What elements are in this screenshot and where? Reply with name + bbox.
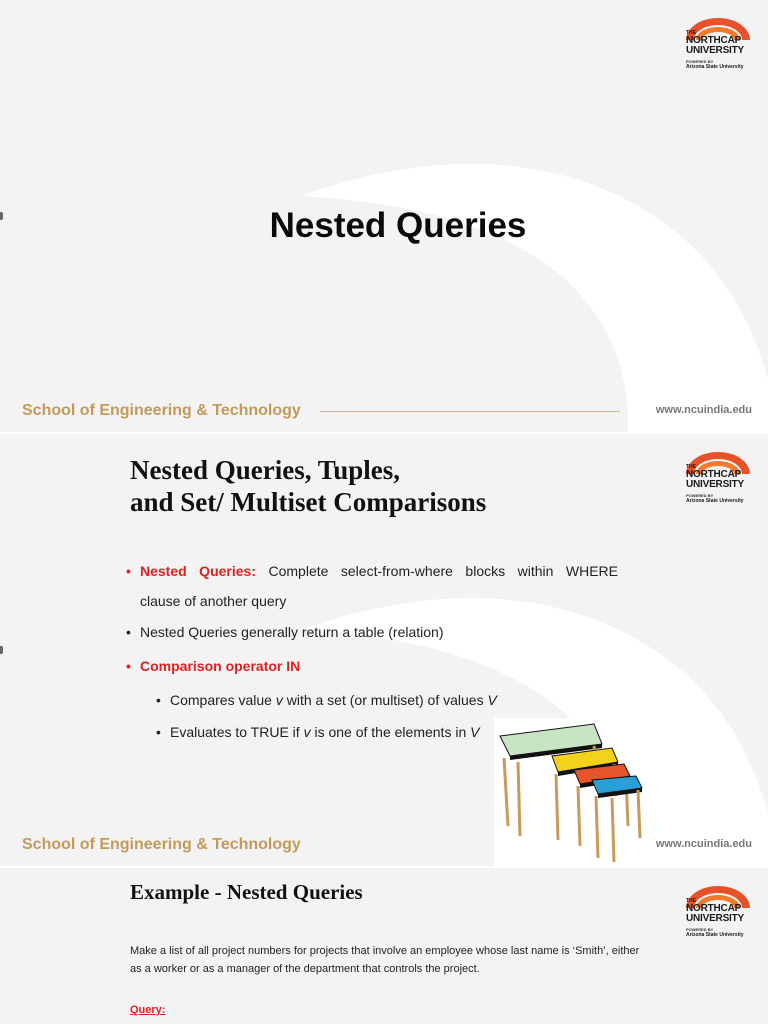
sub-text-pre: Evaluates to TRUE if <box>170 724 304 740</box>
bullet-return-table <box>126 622 618 642</box>
logo-the: THE <box>686 464 696 470</box>
logo-powered-by: POWERED BY <box>686 59 714 64</box>
slide-nested-queries <box>0 434 768 866</box>
edge-marker <box>0 646 3 654</box>
bullet-text: Complete select-from-where blocks within WHERE <box>268 563 619 579</box>
footer-url: www.ncuindia.edu <box>655 838 752 850</box>
slide-title-text: Nested Queries <box>269 206 527 245</box>
var-v: v <box>275 692 283 708</box>
bullet-dot-icon: • <box>126 563 131 579</box>
slide-heading <box>130 454 486 518</box>
slide-title <box>0 0 768 432</box>
northcap-logo <box>684 884 752 950</box>
slide-heading: Example - Nested Queries <box>130 880 363 904</box>
logo-university: UNIVERSITY <box>686 45 745 56</box>
bullet-nested-queries <box>126 556 618 586</box>
slide-example <box>0 868 768 1024</box>
logo-northcap: NORTHCAP <box>686 903 742 914</box>
logo-the: THE <box>686 30 696 36</box>
bullet-continuation: clause of another query <box>140 593 287 609</box>
bullet-dot-icon: • <box>156 724 161 740</box>
bullet-text: Nested Queries generally return a table (relation) <box>140 624 444 640</box>
northcap-logo <box>684 450 752 516</box>
logo-powered-by: POWERED BY <box>686 927 714 932</box>
heading-line-1: Nested Queries, Tuples, <box>130 455 401 485</box>
logo-university: UNIVERSITY <box>686 913 745 924</box>
logo-powered-by: POWERED BY <box>686 493 714 498</box>
sub-text-pre: Compares value <box>170 692 276 708</box>
logo-university: UNIVERSITY <box>686 479 745 490</box>
footer-url: www.ncuindia.edu <box>655 404 752 416</box>
logo-the: THE <box>686 898 696 904</box>
bullet-dot-icon: • <box>126 624 131 640</box>
northcap-logo <box>684 16 752 82</box>
sub-text-mid: with a set (or multiset) of values <box>282 692 488 708</box>
logo-partner: Arizona State University <box>686 498 744 504</box>
query-label: Query: <box>130 1004 166 1016</box>
bullet-dot-icon: • <box>156 692 161 708</box>
bullet-term: Nested Queries: <box>140 563 256 579</box>
bullet-text: Comparison operator IN <box>140 658 301 674</box>
logo-partner: Arizona State University <box>686 64 744 70</box>
bullet-dot-icon: • <box>126 658 131 674</box>
sub-text-mid: is one of the elements in <box>310 724 471 740</box>
footer-school: School of Engineering & Technology <box>22 402 301 419</box>
var-V: V <box>470 724 480 740</box>
logo-partner: Arizona State University <box>686 932 744 938</box>
bullet-list <box>126 556 618 742</box>
var-V: V <box>487 692 497 708</box>
logo-northcap: NORTHCAP <box>686 469 742 480</box>
footer-school: School of Engineering & Technology <box>22 836 301 853</box>
heading-line-2: and Set/ Multiset Comparisons <box>130 487 487 517</box>
footer-divider <box>320 411 620 412</box>
sub-bullet-compares <box>126 690 618 710</box>
example-paragraph: Make a list of all project numbers for projects that involve an employee whose last name is ‘Smith’, either as a worker or as a manager of the department that controls the project. <box>130 945 640 975</box>
nested-tables-image <box>494 718 644 866</box>
bullet-comparison-in <box>126 656 618 676</box>
var-v: v <box>303 724 311 740</box>
nesting-tables-icon <box>494 718 644 866</box>
logo-northcap: NORTHCAP <box>686 35 742 46</box>
